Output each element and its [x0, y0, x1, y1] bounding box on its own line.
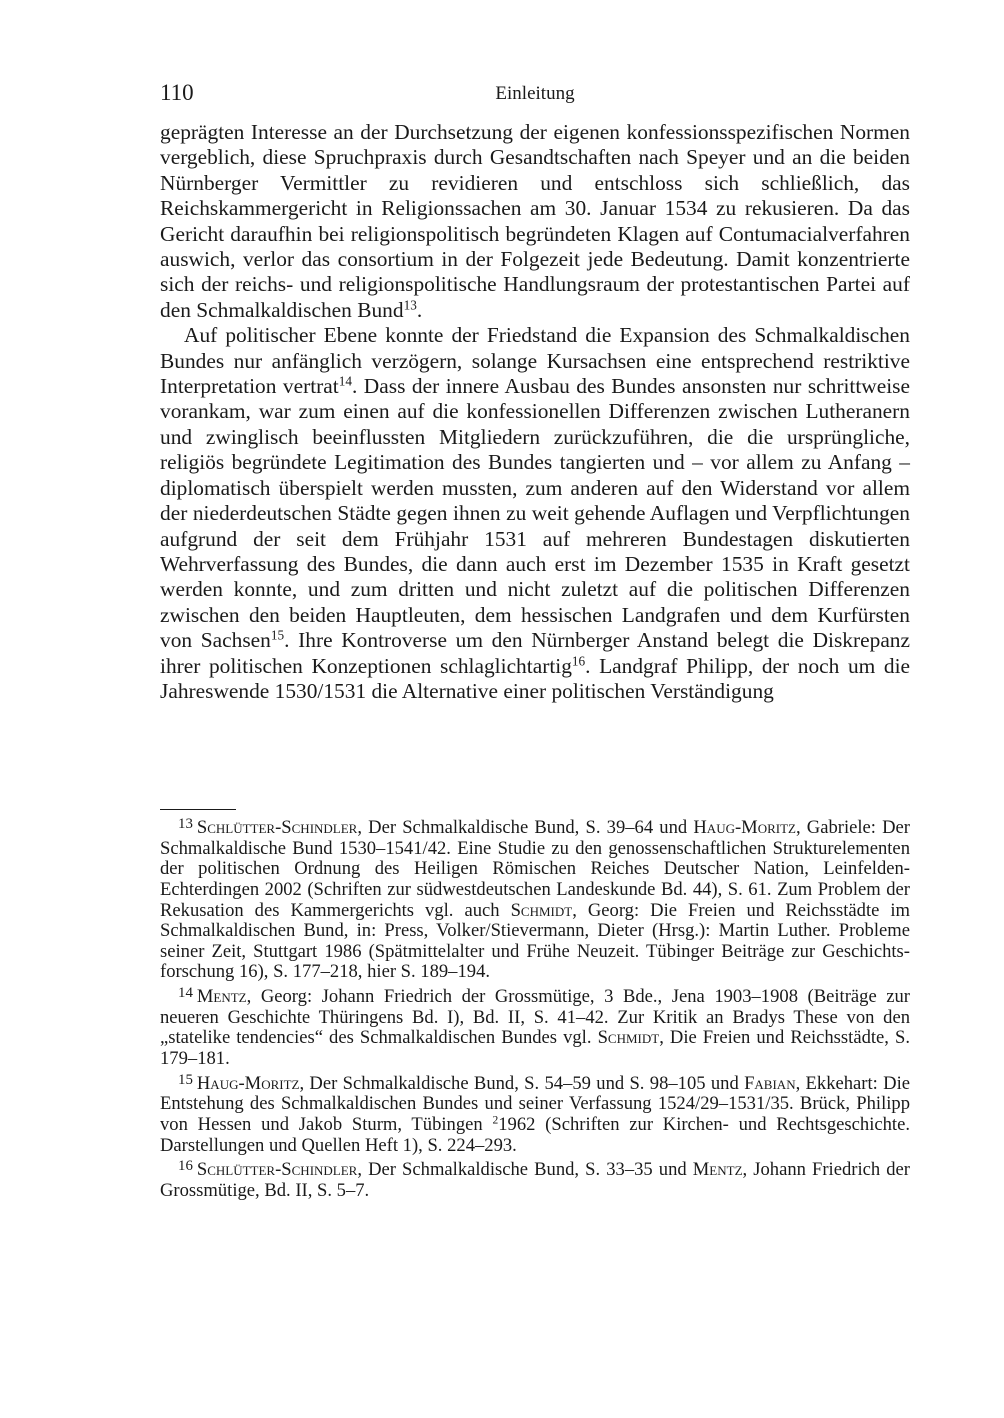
paragraph-2-text-c: . Ihre Kontroverse um den Nürnberger Anstand belegt die Diskrepanz ihrer politischen Konzeptionen schlaglichtartig: [160, 628, 911, 678]
footnote-15-number: 15: [178, 1071, 193, 1088]
footnote-14-number: 14: [178, 984, 193, 1001]
footnote-ref-15: 15: [270, 627, 285, 643]
paragraph-1: [160, 120, 910, 323]
footnote-16-number: 16: [178, 1158, 193, 1175]
footnote-15-text-3: 1962 (Schriften zur Kirchen- und Rechtsgeschichte. Darstellungen und Quellen Heft 1), S. 224–293.: [160, 1113, 910, 1156]
author-name: Mentz: [196, 986, 247, 1008]
paragraph-2: [160, 323, 910, 704]
footnote-13-text-1: , Der Schmalkaldische Bund, S. 39–64 und: [357, 817, 694, 839]
footnote-13-text-3: , Georg: Die Freien und Reichsstädte im Schmalkaldischen Bund, in: Press, Volker/Stievermann, Dieter (Hrsg.): Martin Luther. Probleme seiner Zeit, Stuttgart 1986 (Spätmittelalter und Frühe Neuzeit. Tübinger Beiträge zur Geschichtsforschung 16), S. 177–218, hier S. 189–194.: [160, 899, 910, 983]
footnote-13: [160, 814, 910, 983]
footnote-16-text-1: , Der Schmalkaldische Bund, S. 33–35 und: [357, 1159, 693, 1181]
footnote-14-text-1: , Georg: Johann Friedrich der Grossmütige, 3 Bde., Jena 1903–1908 (Beiträge zur neueren Geschichte Thüringens Bd. I), Bd. II, S. 41–42. Zur Kritik an Bradys These von den „statelike tendencies“ des Schmalkaldischen Bundes vgl.: [160, 986, 910, 1049]
footnote-15: [160, 1070, 910, 1157]
footnote-ref-13: 13: [403, 297, 417, 313]
author-name: Schlütter-Schindler: [196, 1159, 358, 1181]
footnote-14: [160, 983, 910, 1070]
footnote-16-text-2: , Johann Friedrich der Grossmütige, Bd. II, S. 5–7.: [160, 1159, 910, 1201]
author-name: Haug-Moritz: [693, 817, 796, 839]
author-name: Mentz: [692, 1159, 743, 1181]
paragraph-2-text-a: Auf politischer Ebene konnte der Friedstand die Expansion des Schmalkaldischen Bundes nur anfänglich verzögern, solange Kursachsen eine entsprechend restriktive Interpretation vertrat: [160, 323, 910, 399]
edition-number: 2: [492, 1114, 499, 1127]
paragraph-2-text-d: . Landgraf Philipp, der noch um die Jahreswende 1530/1531 die Alternative einer politischen Verständigung: [160, 653, 911, 703]
author-name: Haug-Moritz: [196, 1072, 300, 1094]
main-text: [160, 120, 910, 704]
footnote-16: [160, 1156, 910, 1201]
author-name: Schmidt: [510, 899, 573, 921]
footnote-ref-16: 16: [571, 653, 586, 669]
page-header: [160, 80, 910, 108]
footnote-15-text-1: , Der Schmalkaldische Bund, S. 54–59 und S. 98–105 und: [299, 1072, 745, 1094]
author-name: Fabian: [744, 1072, 796, 1094]
author-name: Schlütter-Schindler: [196, 817, 358, 839]
footnote-separator: [160, 809, 236, 810]
paragraph-1-end: .: [416, 297, 423, 322]
footnote-13-number: 13: [178, 816, 193, 832]
footnote-ref-14: 14: [338, 373, 352, 389]
author-name: Schmidt: [597, 1027, 660, 1049]
paragraph-2-text-b: . Dass der innere Ausbau des Bundes ansonsten nur schrittweise vorankam, war zum einen auf die konfessionellen Differenzen zwischen Lutheranern und zwinglisch beeinflussten Mitgliedern zurückzuführen, die die ursprüngliche, religiös begründete Legitimation des Bundes tangierten und – vor allem zu Anfang – diplomatisch überspielt werden mussten, zum anderen auf den Widerstand vor allem der niederdeutschen Städte gegen ihnen zu weit gehende Auflagen und Verpflichtungen aufgrund der seit dem Frühjahr 1531 auf mehreren Bundestagen diskutierten Wehrverfassung des Bundes, die dann auch erst im Dezember 1535 in Kraft gesetzt werden konnte, und zum dritten und nicht zuletzt auf die politischen Differenzen zwischen den beiden Hauptleuten, dem hessischen Landgrafen und dem Kurfürsten von Sachsen: [160, 374, 910, 653]
footnote-15-text-2: , Ekkehart: Die Entstehung des Schmalkaldischen Bundes und seiner Verfassung 1524/29–1531/35. Brück, Philipp von Hessen und Jakob Sturm, Tübingen: [160, 1072, 910, 1135]
paragraph-1-text: geprägten Interesse an der Durchsetzung der eigenen konfessionsspezifischen Normen vergeblich, diese Spruchpraxis durch Gesandtschaften nach Speyer und an die beiden Nürnberger Vermittler zu revidieren und entschloss sich schließlich, das Reichskammergericht in Religionssachen am 30. Januar 1534 zu rekusieren. Da das Gericht daraufhin bei religionspolitisch begründeten Klagen auf Contumacialverfahren auswich, verlor das consortium in der Folgezeit jede Bedeutung. Damit konzentrierte sich der reichs- und religionspolitische Handlungsraum der protestantischen Partei auf den Schmalkaldischen Bund: [160, 120, 910, 322]
footnotes: [160, 814, 910, 1202]
running-title: Einleitung: [495, 83, 575, 104]
page-number: 110: [160, 80, 194, 105]
footnote-13-text-2: , Gabriele: Der Schmalkaldische Bund 1530–1541/42. Eine Studie zu den genossenschaftlichen Strukturelementen der politischen Ordnung des Heiligen Römischen Reiches Deutscher Nation, Leinfelden-Echterdingen 2002 (Schriften zur südwestdeutschen Landeskunde Bd. 44), S. 61. Zum Problem der Rekusation des Kammergerichts vgl. auch: [160, 817, 911, 921]
footnote-14-text-2: , Die Freien und Reichsstädte, S. 179–181.: [160, 1027, 910, 1069]
